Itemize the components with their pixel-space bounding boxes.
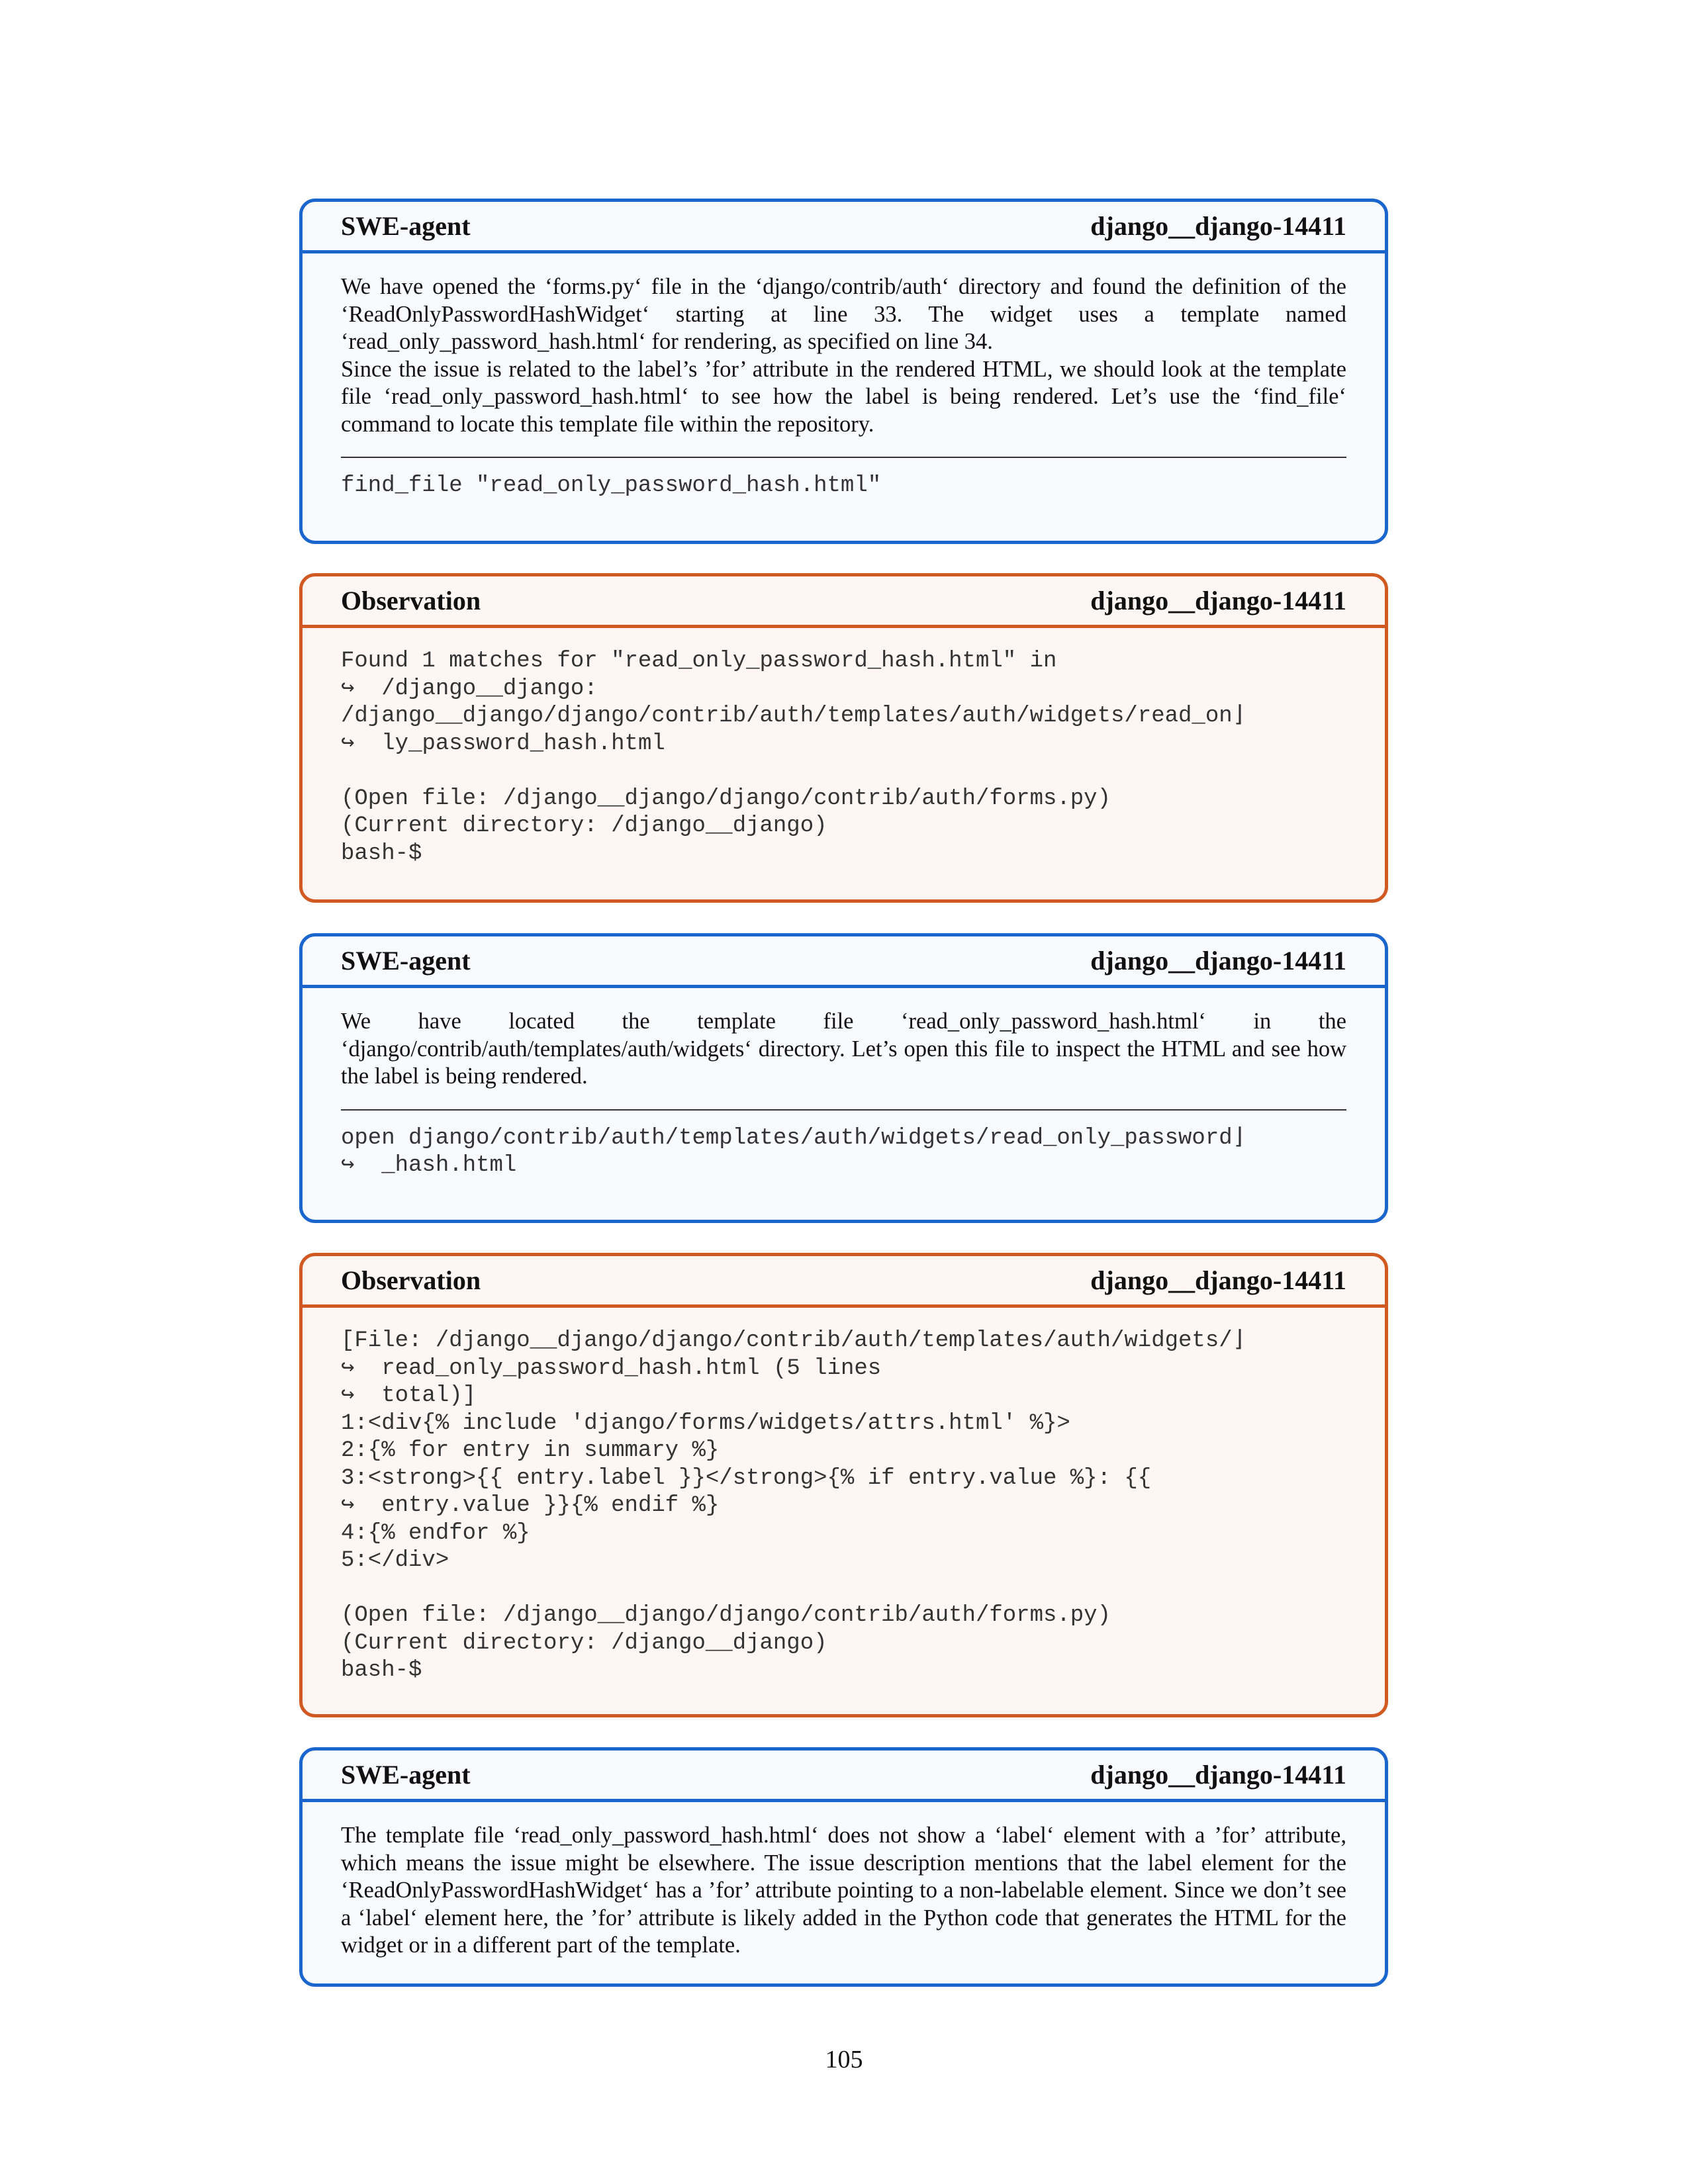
role-label: Observation bbox=[341, 1265, 481, 1295]
thought-paragraph: Since the issue is related to the label’s ’for’ attribute in the rendered HTML, we should look at the template file ‘read_only_password_hash.html‘ to see how the label is being rendered. Let’s use the ‘find_file‘ command to locate this template file within the repository. bbox=[341, 356, 1346, 437]
divider bbox=[341, 457, 1346, 458]
agent-thought bbox=[341, 1822, 1346, 1960]
observation-output: [File: /django__django/django/contrib/auth/templates/auth/widgets/⌋ ↪ read_only_password_hash.html (5 lines ↪ total)] 1:<div{% include 'django/forms/widgets/attrs.html' %}> 2:{% for entry in summary %} 3:<strong>{{ entry.label }}</strong>{% if entry.value %}: {{ ↪ entry.value }}{% endif %} 4:{% endfor %} 5:</div> (Open file: /django__django/django/contrib/auth/forms.py) (Current directory: /django__django) bash-$ bbox=[341, 1328, 1246, 1683]
agent-command: find_file "read_only_password_hash.html" bbox=[341, 473, 882, 498]
task-id: django__django-14411 bbox=[1090, 946, 1346, 976]
box-header bbox=[303, 1256, 1385, 1308]
agent-command: open django/contrib/auth/templates/auth/widgets/read_only_password⌋ ↪ _hash.html bbox=[341, 1125, 1246, 1178]
agent-message-box bbox=[299, 199, 1388, 544]
box-header bbox=[303, 936, 1385, 988]
task-id: django__django-14411 bbox=[1090, 1265, 1346, 1295]
thought-paragraph: We have opened the ‘forms.py‘ file in the ‘django/contrib/auth‘ directory and found the definition of the ‘ReadOnlyPasswordHashWidget‘ starting at line 33. The widget uses a template named ‘read_only_password_hash.html‘ for rendering, as specified on line 34. bbox=[341, 274, 1346, 354]
task-id: django__django-14411 bbox=[1090, 586, 1346, 615]
thought-paragraph: We have located the template file ‘read_only_password_hash.html‘ in the ‘django/contrib/auth/templates/auth/widgets‘ directory. Let’s open this file to inspect the HTML and see how the label is being rendered. bbox=[341, 1009, 1346, 1089]
task-id: django__django-14411 bbox=[1090, 211, 1346, 241]
role-label: SWE-agent bbox=[341, 946, 471, 976]
box-header bbox=[303, 1751, 1385, 1802]
divider bbox=[341, 1109, 1346, 1111]
task-id: django__django-14411 bbox=[1090, 1760, 1346, 1790]
box-header bbox=[303, 202, 1385, 253]
role-label: SWE-agent bbox=[341, 211, 471, 241]
role-label: Observation bbox=[341, 586, 481, 615]
page-number: 105 bbox=[825, 2046, 863, 2073]
observation-output: Found 1 matches for "read_only_password_hash.html" in ↪ /django__django: /django__django/django/contrib/auth/templates/auth/widgets/read_on⌋ ↪ ly_password_hash.html (Open file: /django__django/django/contrib/auth/forms.py) (Current directory: /django__django) bash-$ bbox=[341, 649, 1246, 866]
thought-paragraph: The template file ‘read_only_password_hash.html‘ does not show a ‘label‘ element with a ’for’ attribute, which means the issue might be elsewhere. The issue description mentions that the label element for the ‘ReadOnlyPasswordHashWidget‘ has a ’for’ attribute pointing to a non-labelable element. Since we don’t see a ‘label‘ element here, the ’for’ attribute is likely added in the Python code that generates the HTML for the widget or in a different part of the template. bbox=[341, 1823, 1346, 1958]
role-label: SWE-agent bbox=[341, 1760, 471, 1790]
agent-thought bbox=[341, 1008, 1346, 1091]
agent-message-box bbox=[299, 933, 1388, 1223]
agent-thought bbox=[341, 273, 1346, 438]
agent-message-box bbox=[299, 1747, 1388, 1987]
observation-box bbox=[299, 573, 1388, 903]
box-header bbox=[303, 576, 1385, 628]
observation-box bbox=[299, 1253, 1388, 1717]
